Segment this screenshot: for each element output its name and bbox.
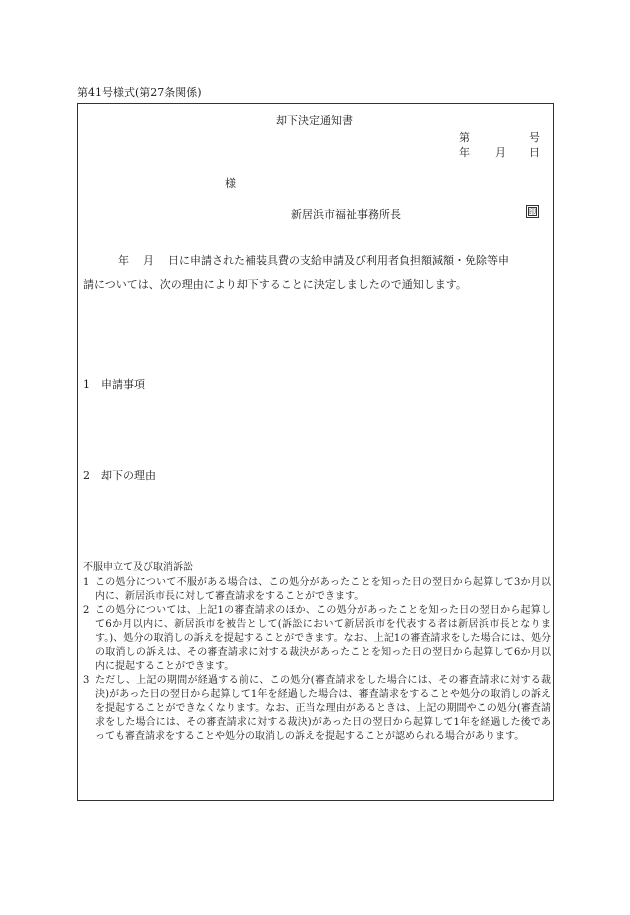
appeal-note-number: 2 — [83, 605, 90, 616]
date-month: 月 — [495, 146, 506, 159]
seal-icon — [526, 205, 539, 218]
body-date-month: 月 — [143, 254, 154, 267]
body-date-year: 年 — [118, 254, 129, 267]
issuer-name: 新居浜市福祉事務所長 — [291, 208, 401, 221]
appeal-note-item — [83, 604, 551, 674]
form-number: 第41号様式(第27条関係) — [77, 86, 202, 99]
appeal-note-number: 3 — [83, 675, 90, 686]
body-line-1 — [83, 252, 549, 268]
notice-frame — [77, 103, 554, 801]
doc-number-suffix: 号 — [529, 131, 540, 144]
appeal-note-text: この処分について不服がある場合は、この処分があったことを知った日の翌日から起算して3か月以内に、新居浜市長に対して審査請求をすることができます。 — [95, 577, 551, 602]
document-title: 却下決定通知書 — [276, 114, 353, 127]
appeal-note-item — [83, 674, 551, 744]
body-line-2: 請については、次の理由により却下することに決定しましたので通知します。 — [83, 278, 467, 291]
appeal-note-text: この処分については、上記1の審査請求のほか、この処分があったことを知った日の翌日から起算して6か月以内に、新居浜市を被告として(訴訟において新居浜市を代表する者は新居浜市長となります。)、処分の取消しの訴えを提起することができます。なお、上記1の審査請求をした場合には、処分の取消しの訴えは、その審査請求に対する裁決があったことを知った日の翌日から起算して6か月以内に提起することができます。 — [95, 605, 551, 672]
appeal-note-text: ただし、上記の期間が経過する前に、この処分(審査請求をした場合には、その審査請求に対する裁決)があった日の翌日から起算して1年を経過した場合は、審査請求をすることや処分の取消しの訴えを提起することができなくなります。なお、正当な理由があるときは、上記の期間やこの処分(審査請求をした場合には、その審査請求に対する裁決)があった日の翌日から起算して1年を経過した後であっても審査請求をすることや処分の取消しの訴えを提起することが認められる場合があります。 — [95, 675, 551, 742]
appeal-notes-heading: 不服申立て及び取消訴訟 — [83, 562, 193, 573]
appeal-note-item — [83, 576, 551, 604]
date-day: 日 — [529, 146, 540, 159]
section-rejection-reason: 2 却下の理由 — [83, 469, 156, 482]
appeal-note-number: 1 — [83, 577, 90, 588]
section-application-items: 1 申請事項 — [83, 378, 145, 391]
appeal-notes — [83, 561, 551, 744]
addressee-suffix: 様 — [225, 177, 236, 190]
seal-char: 印 — [529, 208, 536, 216]
date-year: 年 — [459, 146, 470, 159]
body-line-1-text: 日に申請された補装具費の支給申請及び利用者負担額減額・免除等申 — [168, 254, 509, 267]
doc-number-prefix: 第 — [459, 131, 470, 144]
